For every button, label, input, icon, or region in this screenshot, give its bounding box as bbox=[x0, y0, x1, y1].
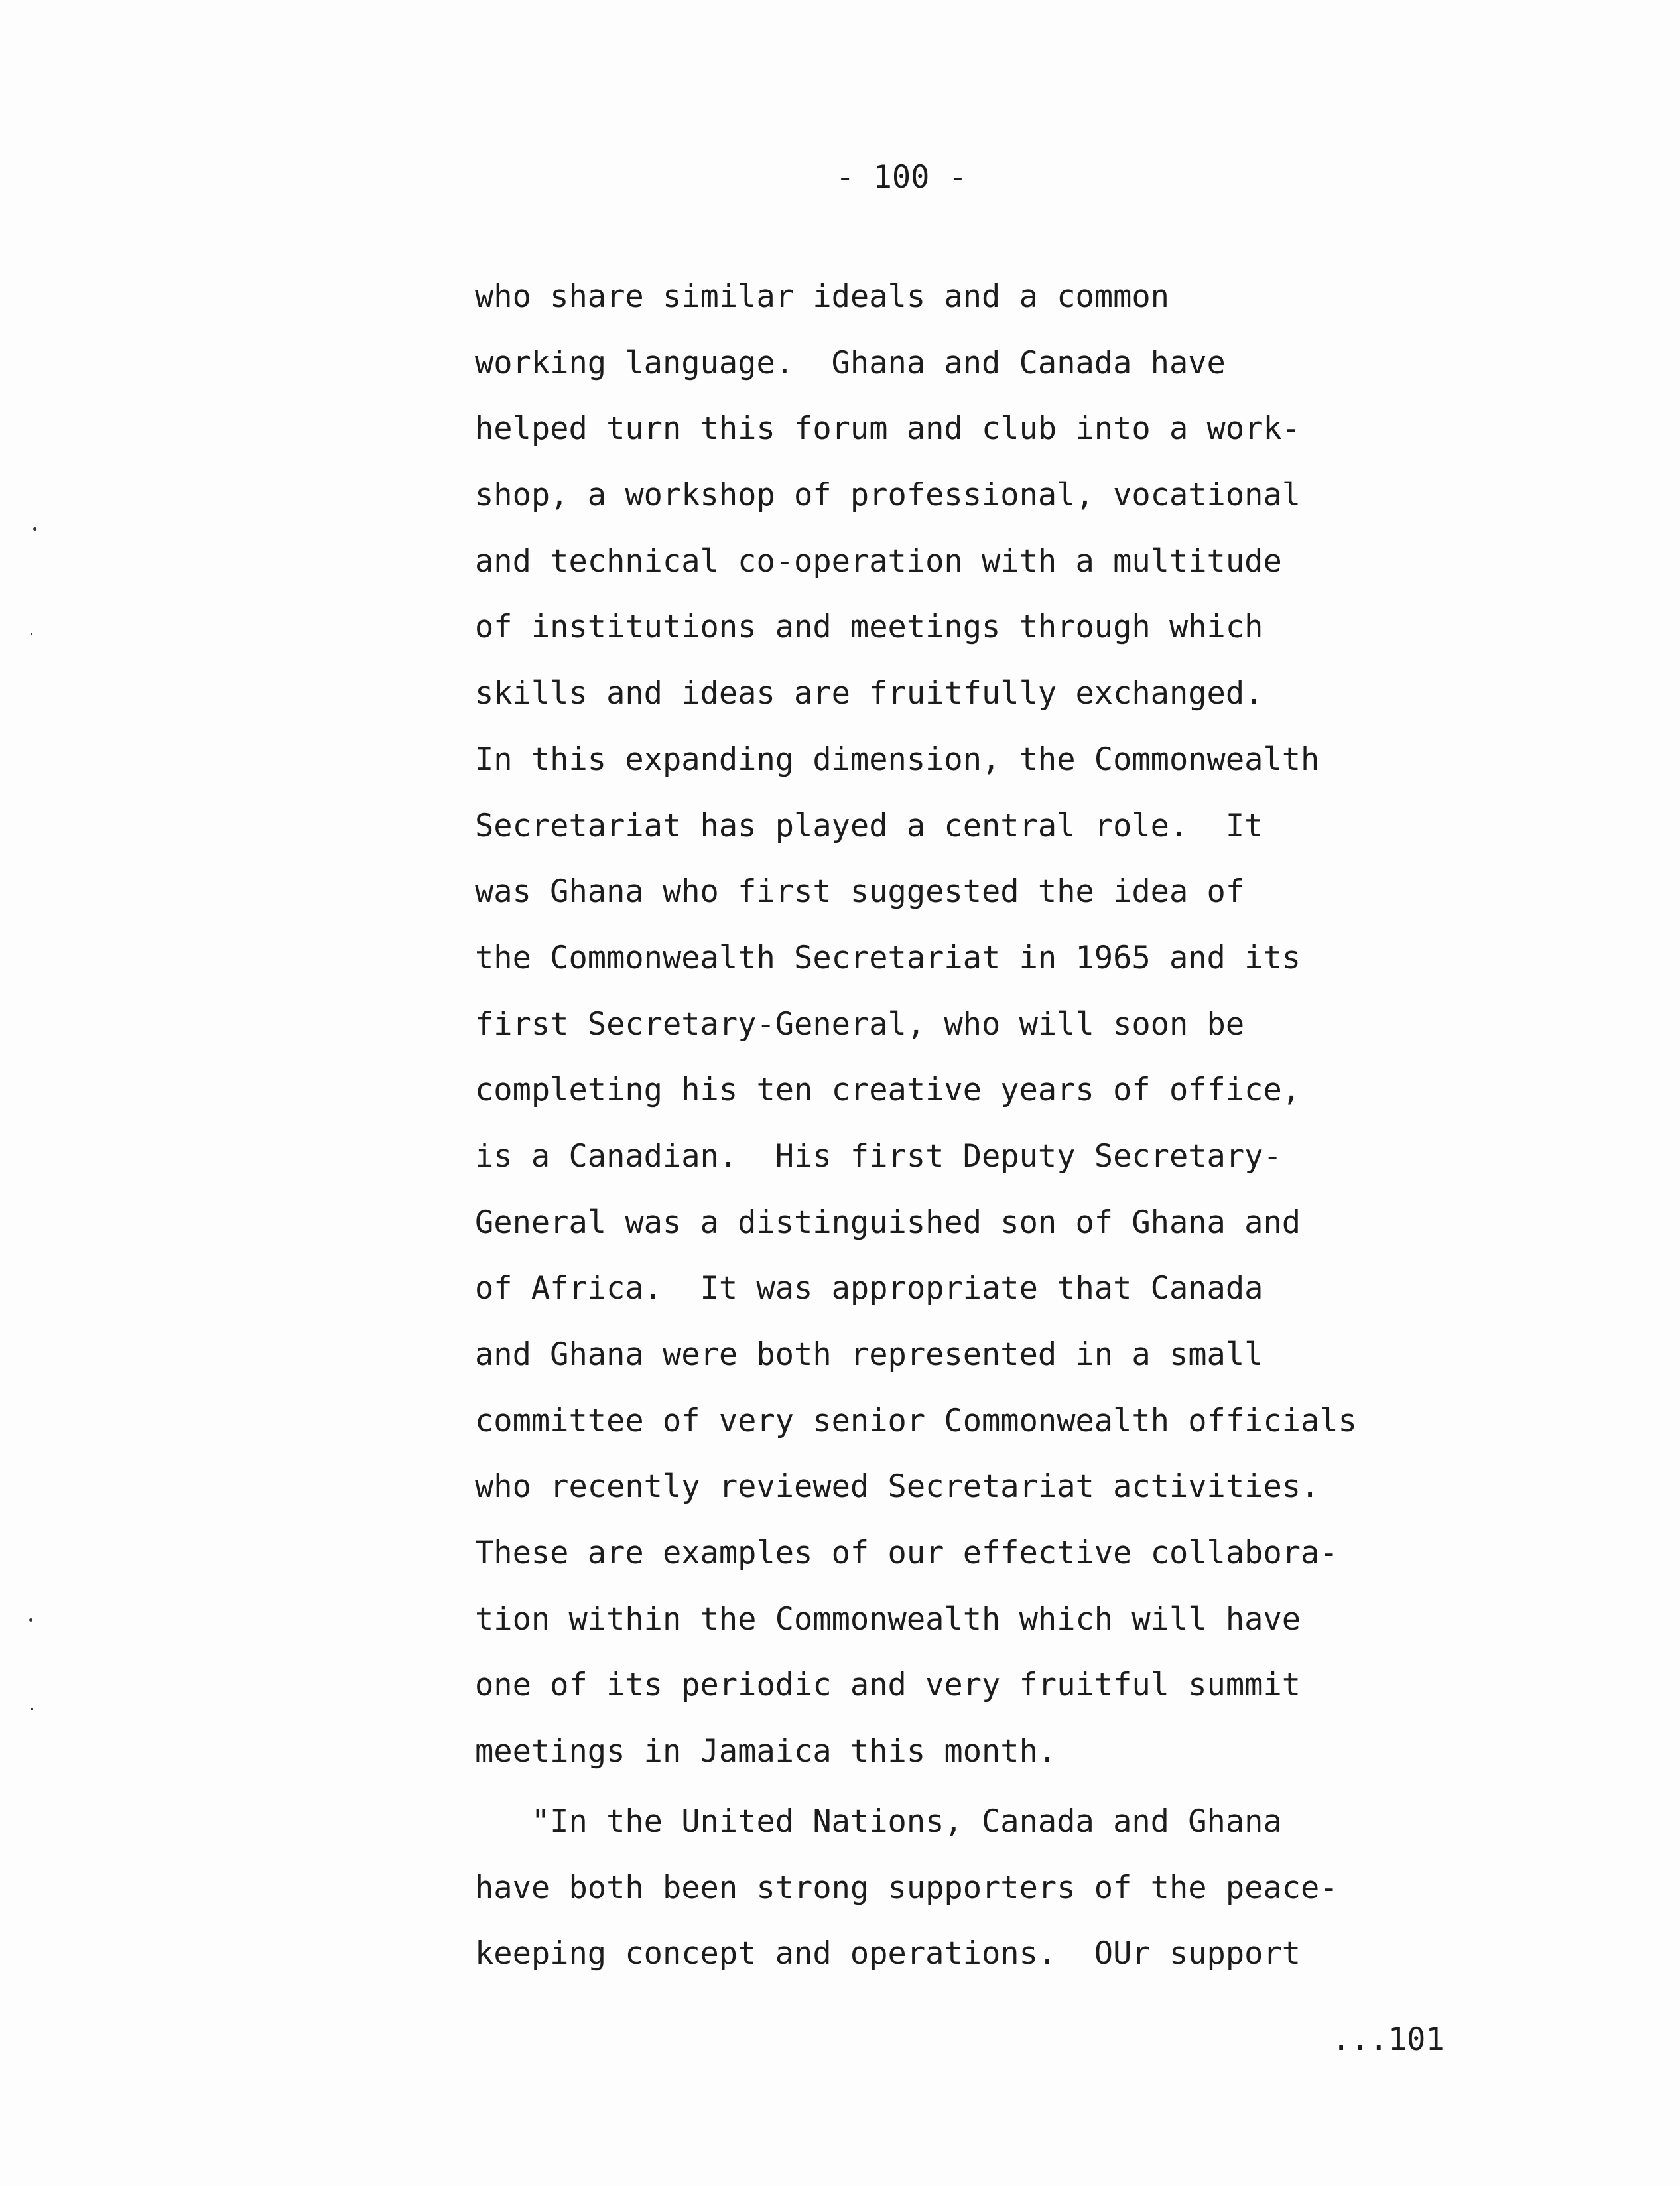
scan-speck bbox=[31, 1708, 33, 1710]
text-line: one of its periodic and very fruitful summit bbox=[475, 1667, 1301, 1704]
text-line: shop, a workshop of professional, vocational bbox=[475, 477, 1301, 514]
text-line: and technical co-operation with a multitude bbox=[475, 543, 1282, 580]
text-line: have both been strong supporters of the peace- bbox=[475, 1869, 1338, 1906]
text-line: These are examples of our effective collabora- bbox=[475, 1535, 1338, 1572]
text-line: committee of very senior Commonwealth officials bbox=[475, 1402, 1357, 1439]
text-line: working language. Ghana and Canada have bbox=[475, 344, 1226, 381]
text-line: In this expanding dimension, the Commonwealth bbox=[475, 741, 1320, 778]
text-line: helped turn this forum and club into a work- bbox=[475, 411, 1301, 448]
scan-speck bbox=[33, 527, 36, 531]
text-line: the Commonwealth Secretariat in 1965 and its bbox=[475, 939, 1301, 976]
text-line: of institutions and meetings through which bbox=[475, 609, 1263, 646]
text-line: completing his ten creative years of office, bbox=[475, 1072, 1301, 1109]
text-line: is a Canadian. His first Deputy Secretary- bbox=[475, 1137, 1282, 1175]
text-line: of Africa. It was appropriate that Canada bbox=[475, 1270, 1263, 1307]
text-line: who share similar ideals and a common bbox=[475, 279, 1169, 315]
scan-speck bbox=[31, 633, 32, 635]
body-text bbox=[475, 264, 1417, 1987]
paragraph-start-line: "In the United Nations, Canada and Ghana bbox=[475, 1803, 1282, 1840]
next-page-marker: ...101 bbox=[1332, 2022, 1445, 2058]
text-line: skills and ideas are fruitfully exchanged. bbox=[475, 675, 1263, 712]
text-line: first Secretary-General, who will soon be bbox=[475, 1005, 1245, 1043]
text-line: meetings in Jamaica this month. bbox=[475, 1733, 1057, 1770]
text-line: and Ghana were both represented in a small bbox=[475, 1336, 1263, 1373]
scan-speck bbox=[29, 1618, 32, 1622]
text-line: keeping concept and operations. OUr support bbox=[475, 1935, 1301, 1972]
text-line: tion within the Commonwealth which will have bbox=[475, 1600, 1301, 1638]
text-line: who recently reviewed Secretariat activities. bbox=[475, 1468, 1320, 1506]
page-number: - 100 - bbox=[836, 159, 968, 196]
text-line: Secretariat has played a central role. It bbox=[475, 807, 1263, 844]
text-line: was Ghana who first suggested the idea of bbox=[475, 873, 1245, 911]
text-line: General was a distinguished son of Ghana and bbox=[475, 1204, 1301, 1241]
